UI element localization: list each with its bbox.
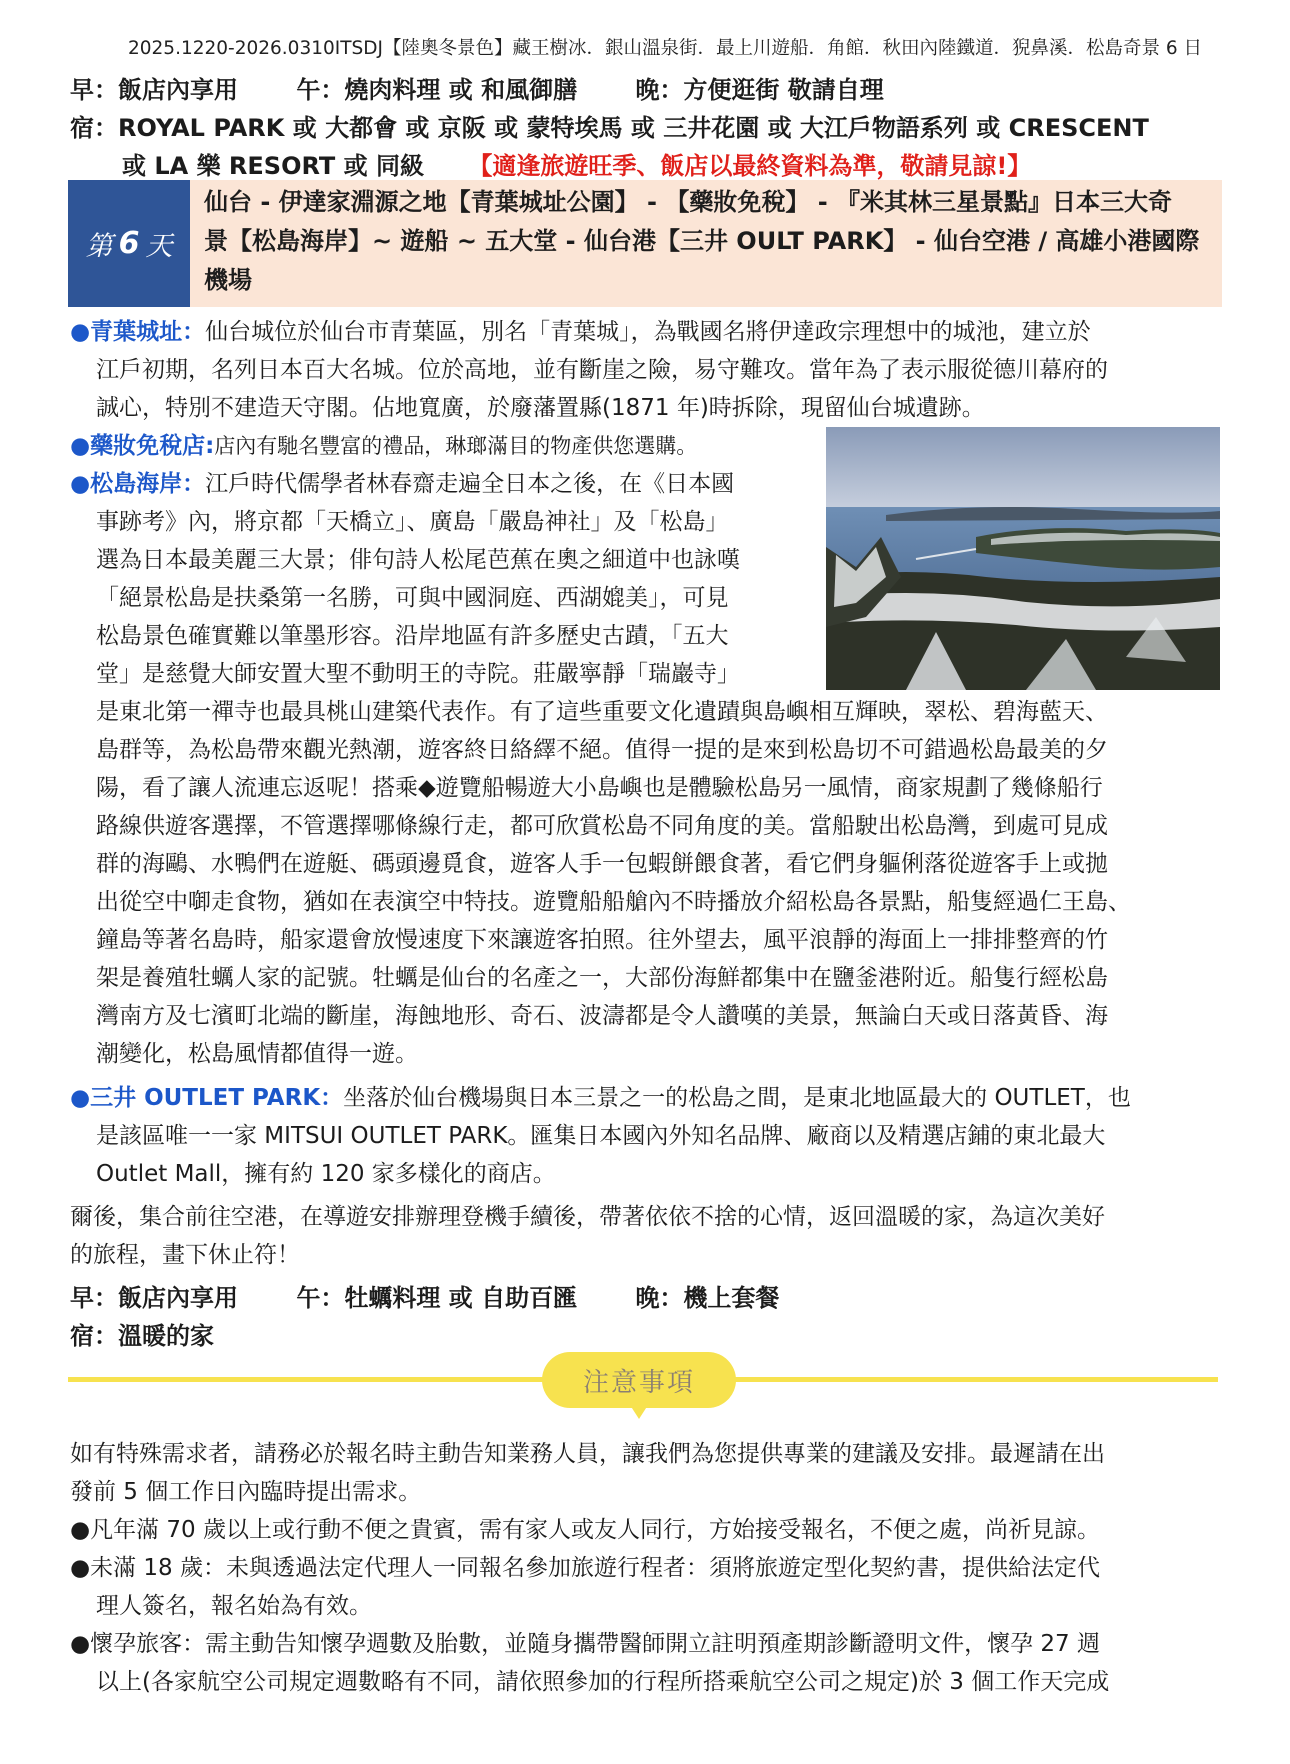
aoba-text: 誠心，特別不建造天守閣。佔地寬廣，於廢藩置縣(1871 年)時拆除，現留仙台城遺跡。 bbox=[96, 395, 985, 421]
aoba-text: 仙台城位於仙台市青葉區，別名「青葉城」，為戰國名將伊達政宗理想中的城池，建立於 bbox=[205, 319, 1091, 345]
matsushima-text: 潮變化，松島風情都值得一遊。 bbox=[96, 1041, 418, 1067]
matsushima-photo bbox=[826, 427, 1220, 690]
mitsui-text: 坐落於仙台機場與日本三景之一的松島之間，是東北地區最大的 OUTLET，也 bbox=[343, 1085, 1131, 1111]
mitsui-text: Outlet Mall，擁有約 120 家多樣化的商店。 bbox=[96, 1161, 556, 1187]
day5-hotel-line1: 宿：ROYAL PARK 或 大都會 或 京阪 或 蒙特埃馬 或 三井花園 或 大江戶物語系列 或 CRESCENT bbox=[70, 114, 1149, 142]
closing-paragraph bbox=[70, 1198, 1220, 1274]
matsushima-text: 堂」是慈覺大師安置大聖不動明王的寺院。莊嚴寧靜「瑞巖寺」 bbox=[96, 661, 740, 687]
dinner-label: 晚：機上套餐 bbox=[635, 1284, 780, 1312]
closing-text: 的旅程，畫下休止符！ bbox=[70, 1242, 300, 1268]
day6-header bbox=[68, 180, 1222, 307]
notice-text: 如有特殊需求者，請務必於報名時主動告知業務人員，讓我們為您提供專業的建議及安排。最遲請在出 bbox=[70, 1441, 1105, 1467]
day6-title-line: 機場 bbox=[204, 266, 252, 294]
breakfast-label: 早：飯店內享用 bbox=[70, 1284, 238, 1312]
matsushima-text: 出從空中啣走食物，猶如在表演空中特技。遊覽船船艙內不時播放介紹松島各景點，船隻經過仁王島、 bbox=[96, 889, 1131, 915]
matsushima-text: 架是養殖牡蠣人家的記號。牡蠣是仙台的名產之一，大部份海鮮都集中在鹽釜港附近。船隻行經松島 bbox=[96, 965, 1108, 991]
matsushima-text: 鐘島等著名島時，船家還會放慢速度下來讓遊客拍照。往外望去，風平浪靜的海面上一排排整齊的竹 bbox=[96, 927, 1108, 953]
matsushima-text: 群的海鷗、水鴨們在遊艇、碼頭邊覓食，遊客人手一包蝦餅餵食著，看它們身軀俐落從遊客手上或拋 bbox=[96, 851, 1108, 877]
aoba-text: 江戶初期，名列日本百大名城。位於高地，並有斷崖之險，易守難攻。當年為了表示服從德川幕府的 bbox=[96, 357, 1108, 383]
mitsui-heading: ●三井 OUTLET PARK： bbox=[70, 1085, 344, 1111]
matsushima-text: 松島景色確實難以筆墨形容。沿岸地區有許多歷史古蹟，「五大 bbox=[96, 623, 729, 649]
matsushima-text: 灣南方及七濱町北端的斷崖，海蝕地形、奇石、波濤都是令人讚嘆的美景，無論白天或日落黃昏、海 bbox=[96, 1003, 1108, 1029]
matsushima-text: 「絕景松島是扶桑第一名勝，可與中國洞庭、西湖媲美」，可見 bbox=[96, 585, 729, 611]
breakfast-label: 早：飯店內享用 bbox=[70, 76, 238, 104]
drugstore-heading: ●藥妝免稅店: bbox=[70, 433, 215, 459]
notice-item: ●凡年滿 70 歲以上或行動不便之貴賓，需有家人或友人同行，方始接受報名，不便之處，尚祈見諒。 bbox=[70, 1517, 1100, 1543]
day5-meals bbox=[70, 70, 884, 105]
day5-hotel-line2 bbox=[70, 146, 1031, 181]
lunch-label: 午：燒肉料理 或 和風御膳 bbox=[296, 76, 578, 104]
notice-text: 發前 5 個工作日內臨時提出需求。 bbox=[70, 1479, 422, 1505]
tour-title-line: 2025.1220-2026.0310ITSDJ【陸奧冬景色】藏王樹冰．銀山溫泉街．最上川遊船．角館．秋田內陸鐵道．猊鼻溪．松島奇景 6 日 bbox=[128, 38, 1202, 59]
notice-list bbox=[70, 1511, 1220, 1701]
day6-title-line: 景【松島海岸】~ 遊船 ~ 五大堂 - 仙台港【三井 OULT PARK】 - 仙台空港 / 高雄小港國際 bbox=[204, 227, 1200, 255]
notice-intro bbox=[70, 1435, 1220, 1511]
matsushima-text: 陽，看了讓人流連忘返呢！搭乘◆遊覽船暢遊大小島嶼也是體驗松島另一風情，商家規劃了幾條船行 bbox=[96, 775, 1103, 801]
notice-item: 理人簽名，報名始為有效。 bbox=[96, 1593, 372, 1619]
day6-title bbox=[190, 180, 1222, 307]
lunch-label: 午：牡蠣料理 或 自助百匯 bbox=[296, 1284, 578, 1312]
aoba-heading: ●青葉城址： bbox=[70, 319, 206, 345]
drugstore-text: 店內有馳名豐富的禮品，琳瑯滿目的物產供您選購。 bbox=[214, 434, 698, 458]
day6-hotel: 宿：溫暖的家 bbox=[70, 1322, 214, 1350]
mitsui-section bbox=[70, 1079, 1220, 1193]
hotel-note: 【適逢旅遊旺季、飯店以最終資料為準，敬請見諒!】 bbox=[468, 152, 1032, 180]
day-label-prefix: 第 bbox=[85, 231, 113, 262]
matsushima-text: 江戶時代儒學者林春齋走遍全日本之後，在《日本國 bbox=[205, 471, 735, 497]
matsushima-text: 選為日本最美麗三大景；俳句詩人松尾芭蕉在奧之細道中也詠嘆 bbox=[96, 547, 740, 573]
matsushima-text: 事跡考》內，將京都「天橋立」、廣島「嚴島神社」及「松島」 bbox=[96, 509, 729, 535]
notice-badge-pointer bbox=[630, 1405, 648, 1419]
matsushima-section-bottom bbox=[70, 693, 1220, 1073]
matsushima-text: 是東北第一禪寺也最具桃山建築代表作。有了這些重要文化遺蹟與島嶼相互輝映，翠松、碧海藍天、 bbox=[96, 699, 1108, 725]
day-label bbox=[68, 180, 190, 307]
drugstore-section bbox=[70, 427, 810, 465]
day-number: 6 bbox=[118, 226, 140, 261]
notice-item: ●懷孕旅客：需主動告知懷孕週數及胎數，並隨身攜帶醫師開立註明預產期診斷證明文件，懷孕 27 週 bbox=[70, 1631, 1100, 1657]
day6-meals bbox=[70, 1278, 779, 1313]
mitsui-text: 是該區唯一一家 MITSUI OUTLET PARK。匯集日本國內外知名品牌、廠商以及精選店鋪的東北最大 bbox=[96, 1123, 1106, 1149]
closing-text: 爾後，集合前往空港，在導遊安排辦理登機手續後，帶著依依不捨的心情，返回溫暖的家，為這次美好 bbox=[70, 1204, 1105, 1230]
matsushima-heading: ●松島海岸： bbox=[70, 471, 206, 497]
day6-title-line: 仙台 - 伊達家淵源之地【青葉城址公園】 - 【藥妝免稅】 - 『米其林三星景點』日本三大奇 bbox=[204, 188, 1173, 216]
dinner-label: 晚：方便逛街 敬請自理 bbox=[635, 76, 884, 104]
notice-title: 注意事項 bbox=[542, 1352, 736, 1408]
matsushima-text: 路線供遊客選擇，不管選擇哪條線行走，都可欣賞松島不同角度的美。當船駛出松島灣，到處可見成 bbox=[96, 813, 1108, 839]
matsushima-section-top bbox=[70, 465, 820, 693]
matsushima-text: 島群等，為松島帶來觀光熱潮，遊客終日絡繹不絕。值得一提的是來到松島切不可錯過松島最美的夕 bbox=[96, 737, 1108, 763]
day-label-suffix: 天 bbox=[145, 231, 173, 262]
notice-item: 以上(各家航空公司規定週數略有不同，請依照參加的行程所搭乘航空公司之規定)於 3 個工作天完成 bbox=[96, 1669, 1110, 1695]
notice-item: ●未滿 18 歲：未與透過法定代理人一同報名參加旅遊行程者：須將旅遊定型化契約書，提供給法定代 bbox=[70, 1555, 1100, 1581]
aoba-section bbox=[70, 313, 1220, 427]
hotel-options-cont: 或 LA 樂 RESORT 或 同級 bbox=[122, 152, 424, 180]
